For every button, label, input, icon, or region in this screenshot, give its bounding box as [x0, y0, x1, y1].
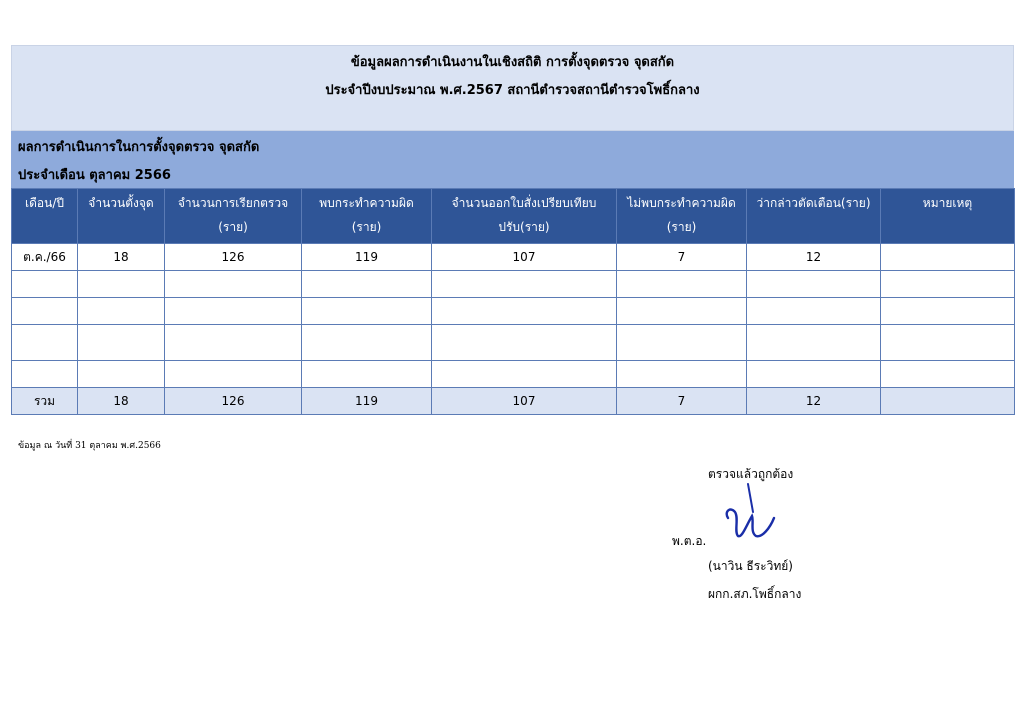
table-cell [617, 325, 747, 361]
header-tickets-issued: จำนวนออกใบสั่งเปรียบเทียบ ปรับ(ราย) [432, 189, 617, 244]
statistics-table [11, 188, 1015, 415]
table-cell [12, 271, 78, 298]
total-cell: 7 [617, 388, 747, 415]
header-no-offense: ไม่พบกระทำความผิด (ราย) [617, 189, 747, 244]
table-cell: 119 [302, 244, 432, 271]
table-header-row [12, 189, 1015, 244]
table-row [12, 361, 1015, 388]
header-offenses-found: พบกระทำความผิด (ราย) [302, 189, 432, 244]
table-cell: ต.ค./66 [12, 244, 78, 271]
table-cell: 18 [78, 244, 165, 271]
table-cell [747, 271, 881, 298]
table-cell [302, 361, 432, 388]
total-cell: 18 [78, 388, 165, 415]
header-remarks: หมายเหตุ [881, 189, 1015, 244]
header-month-year: เดือน/ปี [12, 189, 78, 244]
table-cell [78, 361, 165, 388]
data-as-of-note: ข้อมูล ณ วันที่ 31 ตุลาคม พ.ศ.2566 [18, 441, 161, 451]
table-cell [302, 325, 432, 361]
table-row [12, 298, 1015, 325]
table-cell [78, 325, 165, 361]
table-row [12, 325, 1015, 361]
table-cell [881, 325, 1015, 361]
signer-position: ผกก.สภ.โพธิ์กลาง [708, 587, 802, 601]
total-cell: 126 [165, 388, 302, 415]
header-inspections: จำนวนการเรียกตรวจ (ราย) [165, 189, 302, 244]
table-total-row [12, 388, 1015, 415]
table-cell: 107 [432, 244, 617, 271]
signer-name: (นาวิน ธีระวิทย์) [708, 559, 793, 573]
table-cell [165, 298, 302, 325]
total-cell: 119 [302, 388, 432, 415]
verified-label: ตรวจแล้วถูกต้อง [708, 467, 794, 481]
table-cell [881, 244, 1015, 271]
table-cell [165, 361, 302, 388]
section-period: ประจำเดือน ตุลาคม 2566 [18, 168, 171, 183]
table-cell [432, 298, 617, 325]
title-block [11, 45, 1014, 131]
section-block [11, 131, 1014, 188]
table-cell [881, 361, 1015, 388]
table-cell [165, 271, 302, 298]
table-cell [747, 361, 881, 388]
report-title: ข้อมูลผลการดำเนินงานในเชิงสถิติ การตั้งจุดตรวจ จุดสกัด [350, 55, 675, 70]
table-cell [302, 271, 432, 298]
section-heading: ผลการดำเนินการในการตั้งจุดตรวจ จุดสกัด [18, 140, 260, 155]
table-cell [617, 298, 747, 325]
total-cell: 12 [747, 388, 881, 415]
table-row [12, 271, 1015, 298]
table-cell [78, 271, 165, 298]
header-warnings: ว่ากล่าวตัดเตือน(ราย) [747, 189, 881, 244]
table-cell [12, 298, 78, 325]
table-cell [12, 361, 78, 388]
handwritten-signature [722, 482, 782, 544]
header-checkpoints: จำนวนตั้งจุด [78, 189, 165, 244]
table-cell [747, 325, 881, 361]
total-cell [881, 388, 1015, 415]
signer-rank: พ.ต.อ. [672, 534, 707, 548]
report-sheet [11, 45, 1014, 415]
table-cell [617, 271, 747, 298]
table-cell [302, 298, 432, 325]
total-cell: รวม [12, 388, 78, 415]
table-cell [881, 271, 1015, 298]
table-cell: 7 [617, 244, 747, 271]
table-cell [881, 298, 1015, 325]
table-row [12, 244, 1015, 271]
report-subtitle: ประจำปีงบประมาณ พ.ศ.2567 สถานีตำรวจสถานีตำรวจโพธิ์กลาง [325, 83, 700, 98]
table-cell [432, 271, 617, 298]
table-cell [432, 325, 617, 361]
table-cell: 12 [747, 244, 881, 271]
total-cell: 107 [432, 388, 617, 415]
table-cell [747, 298, 881, 325]
table-cell: 126 [165, 244, 302, 271]
table-cell [617, 361, 747, 388]
table-cell [165, 325, 302, 361]
table-cell [78, 298, 165, 325]
table-cell [12, 325, 78, 361]
table-cell [432, 361, 617, 388]
